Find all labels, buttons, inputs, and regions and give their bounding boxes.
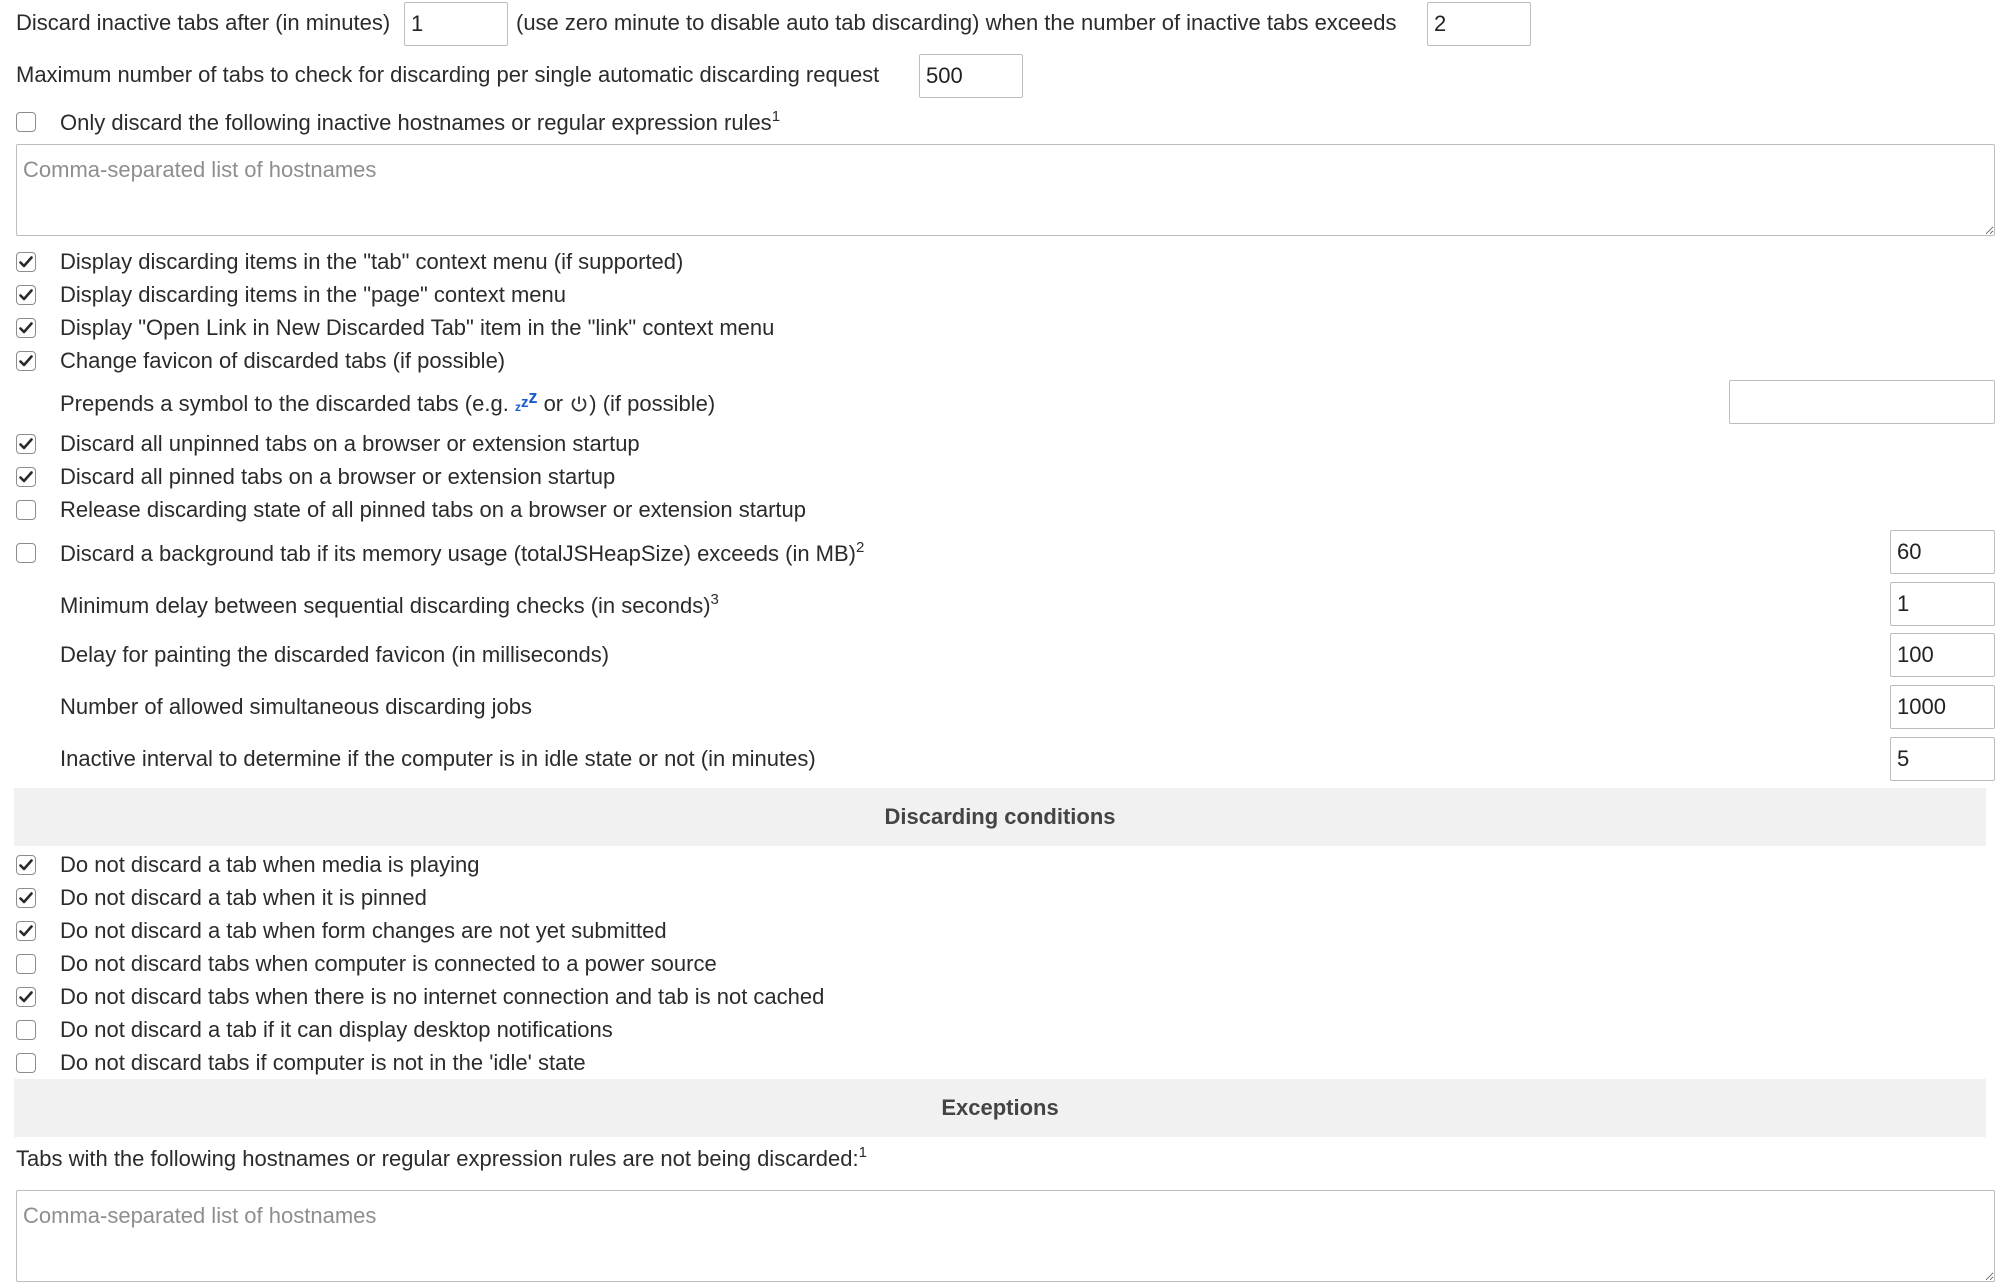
condition-power-source-label: Do not discard tabs when computer is connected to a power source	[60, 951, 717, 976]
footnote-3: 3	[710, 591, 719, 608]
page-context-menu-label: Display discarding items in the "page" context menu	[60, 282, 566, 307]
condition-form-changes-label: Do not discard a tab when form changes are not yet submitted	[60, 918, 667, 943]
exceptions-label: Tabs with the following hostnames or regular expression rules are not being discarded:$^1$	[16, 1144, 867, 1171]
simultaneous-jobs-input[interactable]	[1890, 685, 1995, 729]
release-pinned-startup-checkbox[interactable]	[16, 500, 36, 520]
checkmark-icon	[19, 355, 33, 367]
zzz-symbol	[514, 387, 538, 415]
checkmark-icon	[19, 892, 33, 904]
link-context-menu-checkbox[interactable]	[16, 318, 36, 338]
condition-form-changes-checkbox[interactable]	[16, 921, 36, 941]
release-pinned-startup-label: Release discarding state of all pinned tabs on a browser or extension startup	[60, 497, 806, 522]
power-icon	[569, 394, 589, 414]
exceptions-hostnames-textarea[interactable]	[16, 1190, 1995, 1282]
favicon-delay-label: Delay for painting the discarded favicon (in milliseconds)	[60, 642, 610, 667]
discard-unpinned-startup-label: Discard all unpinned tabs on a browser or extension startup	[60, 431, 640, 456]
checkmark-icon	[19, 859, 33, 871]
condition-idle-state-label: Do not discard tabs if computer is not in the 'idle' state	[60, 1050, 586, 1075]
condition-pinned-label: Do not discard a tab when it is pinned	[60, 885, 427, 910]
footnote-2: 2	[856, 539, 865, 556]
simultaneous-jobs-label: Number of allowed simultaneous discarding jobs	[60, 694, 533, 719]
zzz-letter: z	[528, 387, 538, 407]
condition-media-playing-checkbox[interactable]	[16, 855, 36, 875]
discard-after-input[interactable]	[404, 2, 508, 46]
condition-pinned-checkbox[interactable]	[16, 888, 36, 908]
min-delay-input[interactable]	[1890, 582, 1995, 626]
max-tabs-label: Maximum number of tabs to check for discarding per single automatic discarding request	[16, 62, 880, 87]
change-favicon-label: Change favicon of discarded tabs (if possible)	[60, 348, 506, 373]
memory-usage-label: Discard a background tab if its memory usage (totalJSHeapSize) exceeds (in MB)$^2$	[60, 539, 865, 566]
checkmark-icon	[19, 925, 33, 937]
discard-after-note: (use zero minute to disable auto tab discarding) when the number of inactive tabs exceeds	[516, 10, 1397, 35]
inactive-count-input[interactable]	[1427, 2, 1531, 46]
discard-unpinned-startup-checkbox[interactable]	[16, 434, 36, 454]
memory-usage-checkbox[interactable]	[16, 543, 36, 563]
tab-context-menu-checkbox[interactable]	[16, 252, 36, 272]
checkmark-icon	[19, 289, 33, 301]
checkmark-icon	[19, 991, 33, 1003]
prepend-symbol-input[interactable]	[1729, 380, 1995, 424]
condition-no-internet-checkbox[interactable]	[16, 987, 36, 1007]
exceptions-header: Exceptions	[14, 1079, 1986, 1137]
prepend-symbol-label: Prepends a symbol to the discarded tabs (e.g. zzz or ) (if possible)	[60, 391, 715, 420]
condition-notifications-checkbox[interactable]	[16, 1020, 36, 1040]
footnote-1: 1	[858, 1144, 867, 1161]
discard-after-label: Discard inactive tabs after (in minutes)	[16, 10, 391, 35]
condition-notifications-label: Do not discard a tab if it can display desktop notifications	[60, 1017, 613, 1042]
checkmark-icon	[19, 471, 33, 483]
change-favicon-checkbox[interactable]	[16, 351, 36, 371]
condition-power-source-checkbox[interactable]	[16, 954, 36, 974]
zzz-letter: z	[520, 394, 529, 411]
tab-context-menu-label: Display discarding items in the "tab" context menu (if supported)	[60, 249, 684, 274]
only-discard-hostnames-textarea[interactable]	[16, 144, 1995, 236]
discard-pinned-startup-label: Discard all pinned tabs on a browser or extension startup	[60, 464, 616, 489]
idle-interval-input[interactable]	[1890, 737, 1995, 781]
condition-idle-state-checkbox[interactable]	[16, 1053, 36, 1073]
favicon-delay-input[interactable]	[1890, 633, 1995, 677]
idle-interval-label: Inactive interval to determine if the computer is in idle state or not (in minutes)	[60, 746, 816, 771]
footnote-1: 1	[771, 108, 781, 125]
discarding-conditions-header: Discarding conditions	[14, 788, 1986, 846]
condition-no-internet-label: Do not discard tabs when there is no internet connection and tab is not cached	[60, 984, 825, 1009]
min-delay-label: Minimum delay between sequential discarding checks (in seconds)$^3$	[60, 591, 719, 618]
memory-usage-input[interactable]	[1890, 530, 1995, 574]
link-context-menu-label: Display "Open Link in New Discarded Tab" item in the "link" context menu	[60, 315, 775, 340]
max-tabs-input[interactable]	[919, 54, 1023, 98]
discard-pinned-startup-checkbox[interactable]	[16, 467, 36, 487]
checkmark-icon	[19, 256, 33, 268]
checkmark-icon	[19, 438, 33, 450]
condition-media-playing-label: Do not discard a tab when media is playing	[60, 852, 480, 877]
zzz-letter: z	[514, 400, 521, 414]
page-context-menu-checkbox[interactable]	[16, 285, 36, 305]
only-discard-checkbox[interactable]	[16, 112, 36, 132]
only-discard-label: Only discard the following inactive hostnames or regular expression rules$^1$	[60, 108, 781, 135]
checkmark-icon	[19, 322, 33, 334]
